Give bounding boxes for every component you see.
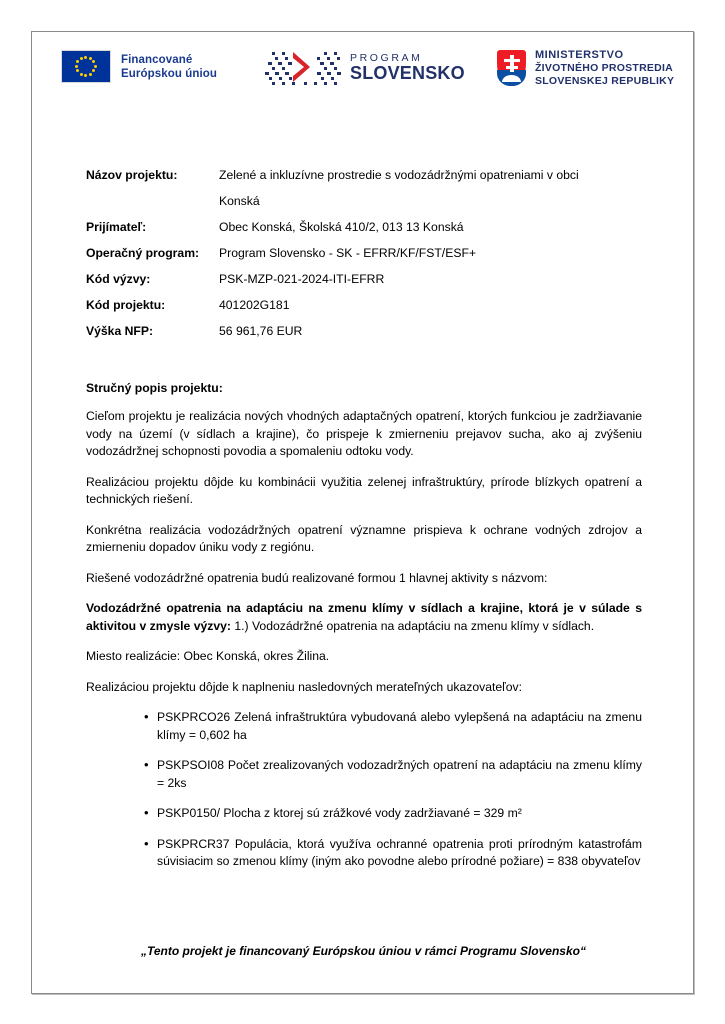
- eu-funding-text: [121, 53, 217, 81]
- program-dot: [275, 72, 278, 75]
- program-dot: [324, 82, 327, 85]
- program-dot: [285, 72, 288, 75]
- program-slovensko-line1: PROGRAM: [350, 51, 423, 64]
- field-value: 401202G181: [219, 298, 290, 312]
- field-label: Výška NFP:: [86, 324, 154, 338]
- ministry-line2: ŽIVOTNÉHO PROSTREDIA: [535, 62, 674, 74]
- implementation-location: Miesto realizácie: Obec Konská, okres Žilina.: [86, 649, 330, 663]
- eu-star-icon: [75, 65, 78, 68]
- program-slovensko-logo: [264, 48, 465, 86]
- program-dot: [324, 52, 327, 55]
- eu-star-icon: [76, 69, 79, 72]
- program-dot: [314, 82, 317, 85]
- main-activity-rest-text: 1.) Vodozádržné opatrenia na adaptáciu na zmenu klímy v sídlach.: [230, 618, 595, 633]
- program-dot: [272, 52, 275, 55]
- field-value-line1: Zelené a inkluzívne prostredie s vodozádržnými opatreniami v obci: [219, 168, 579, 182]
- eu-star-icon: [92, 69, 95, 72]
- header-logo-bar: [32, 46, 695, 108]
- field-value: Obec Konská, Školská 410/2, 013 13 Konská: [219, 220, 464, 234]
- document-content: [86, 162, 642, 884]
- description-paragraph-2: Realizáciou projektu dôjde ku kombinácii využitia zelenej infraštruktúry, prírode blízkych opatrení a technických riešení.: [86, 474, 642, 506]
- program-dot: [265, 72, 268, 75]
- program-dot: [285, 57, 288, 60]
- field-value: Program Slovensko - SK - EFRR/KF/FST/ESF+: [219, 246, 477, 260]
- program-dot: [321, 77, 324, 80]
- program-dot: [279, 77, 282, 80]
- program-dot: [268, 62, 271, 65]
- eu-star-icon: [76, 60, 79, 63]
- main-activity-bold-text: Vodozádržné opatrenia na adaptáciu na zmenu klímy v sídlach a krajine, ktorá je v súlade s aktivitou v zmysle výzvy:: [86, 601, 642, 633]
- chevron-arrow-inner-icon: [293, 58, 304, 76]
- field-label: Operačný program:: [86, 246, 200, 260]
- program-dot: [289, 77, 292, 80]
- shield-hills: [502, 75, 521, 82]
- field-value-line2: Konská: [219, 194, 260, 208]
- field-row-beneficiary: [86, 214, 642, 240]
- description-paragraph-1: Cieľom projektu je realizácia nových vhodných adaptačných opatrení, ktorých funkciou je zadržiavanie vody na území (v sídlach a krajine), čo prispeje k zmierneniu prejavov sucha, ako aj zvýšeniu vodozádržnej schopnosti povodia a spomaleniu odtoku vody.: [86, 409, 642, 458]
- program-dot: [337, 57, 340, 60]
- list-item: • PSKPSOI08 Počet zrealizovaných vodozadržných opatrení na adaptáciu na zmenu klímy = 2ks: [86, 757, 642, 792]
- program-dot: [304, 82, 307, 85]
- field-value: PSK-MZP-021-2024-ITI-EFRR: [219, 272, 385, 286]
- list-item: • PSKPRCR37 Populácia, ktorá využíva ochranné opatrenia proti prírodným katastrofám súvisiacim so zmenou klímy (iným ako povodne alebo prírodné požiare) = 838 obyvateľov: [86, 836, 642, 871]
- eu-star-icon: [84, 74, 87, 77]
- program-dot: [269, 77, 272, 80]
- program-dot: [324, 67, 327, 70]
- program-dot: [272, 67, 275, 70]
- list-item: • PSKPRCO26 Zelená infraštruktúra vybudovaná alebo vylepšená na adaptáciu na zmenu klímy = 0,602 ha: [86, 709, 642, 744]
- shield-cross-upper-bar: [504, 59, 520, 62]
- slovak-coat-of-arms-icon: [497, 50, 526, 86]
- field-label: Prijímateľ:: [86, 220, 147, 234]
- project-fields-table: [86, 162, 642, 344]
- field-label: Názov projektu:: [86, 168, 178, 182]
- field-row-project-code: [86, 292, 642, 318]
- eu-star-icon: [84, 56, 87, 59]
- program-slovensko-text: [350, 52, 465, 83]
- field-label: Kód projektu:: [86, 298, 166, 312]
- eu-funding-line2: Európskou úniou: [121, 67, 218, 80]
- program-dot: [334, 82, 337, 85]
- program-dot: [327, 72, 330, 75]
- program-dot: [327, 57, 330, 60]
- program-dot: [282, 52, 285, 55]
- field-label: Kód výzvy:: [86, 272, 151, 286]
- eu-star-icon: [94, 65, 97, 68]
- program-dot: [337, 72, 340, 75]
- program-dot: [317, 72, 320, 75]
- section-title-description: Stručný popis projektu:: [86, 381, 223, 395]
- program-dot: [317, 57, 320, 60]
- main-activity-paragraph: [86, 600, 642, 635]
- program-dot: [292, 82, 295, 85]
- field-value: [219, 162, 642, 214]
- program-dot: [282, 67, 285, 70]
- field-row-project-name: [86, 162, 642, 214]
- description-paragraph-4: Riešené vodozádržné opatrenia budú realizované formou 1 hlavnej aktivity s názvom:: [86, 570, 548, 585]
- eu-funding-line1: Financované: [121, 53, 193, 66]
- eu-star-icon: [80, 57, 83, 60]
- eu-star-icon: [92, 60, 95, 63]
- program-slovensko-line2: SLOVENSKO: [350, 62, 465, 83]
- shield-cross-lower-bar: [506, 66, 518, 69]
- program-dot: [320, 62, 323, 65]
- field-row-operational-program: [86, 240, 642, 266]
- field-row-call-code: [86, 266, 642, 292]
- program-dot: [282, 82, 285, 85]
- program-dot: [334, 52, 337, 55]
- program-dot: [334, 67, 337, 70]
- program-slovensko-mark-icon: [264, 48, 342, 86]
- indicators-intro: Realizáciou projektu dôjde k naplneniu nasledovných merateľných ukazovateľov:: [86, 679, 522, 694]
- program-dot: [331, 77, 334, 80]
- ministry-of-environment-logo: [497, 49, 674, 87]
- indicators-list: [86, 709, 642, 871]
- footer-funding-note: „Tento projekt je financovaný Európskou úniou v rámci Programu Slovensko“: [141, 944, 586, 958]
- description-paragraph-3: Konkrétna realizácia vodozádržných opatrení významne prispieva k ochrane vodných zdrojov a zmierneniu dopadov úniku vody z regiónu.: [86, 522, 642, 554]
- eu-star-icon: [89, 73, 92, 76]
- field-row-grant-amount: [86, 318, 642, 344]
- shield-cross-vertical: [510, 55, 514, 72]
- eu-star-icon: [89, 57, 92, 60]
- program-dot: [278, 62, 281, 65]
- field-value: 56 961,76 EUR: [219, 324, 303, 338]
- ministry-line1: MINISTERSTVO: [535, 49, 624, 61]
- program-dot: [275, 57, 278, 60]
- eu-funding-logo: [61, 50, 217, 83]
- program-dot: [330, 62, 333, 65]
- eu-flag-icon: [61, 50, 111, 83]
- ministry-text: [535, 49, 674, 87]
- list-item: • PSKP0150/ Plocha z ktorej sú zrážkové vody zadržiavané = 329 m²: [86, 805, 642, 823]
- program-dot: [288, 62, 291, 65]
- program-dot: [272, 82, 275, 85]
- eu-star-icon: [80, 73, 83, 76]
- document-page: [31, 31, 694, 994]
- ministry-line3: SLOVENSKEJ REPUBLIKY: [535, 74, 675, 87]
